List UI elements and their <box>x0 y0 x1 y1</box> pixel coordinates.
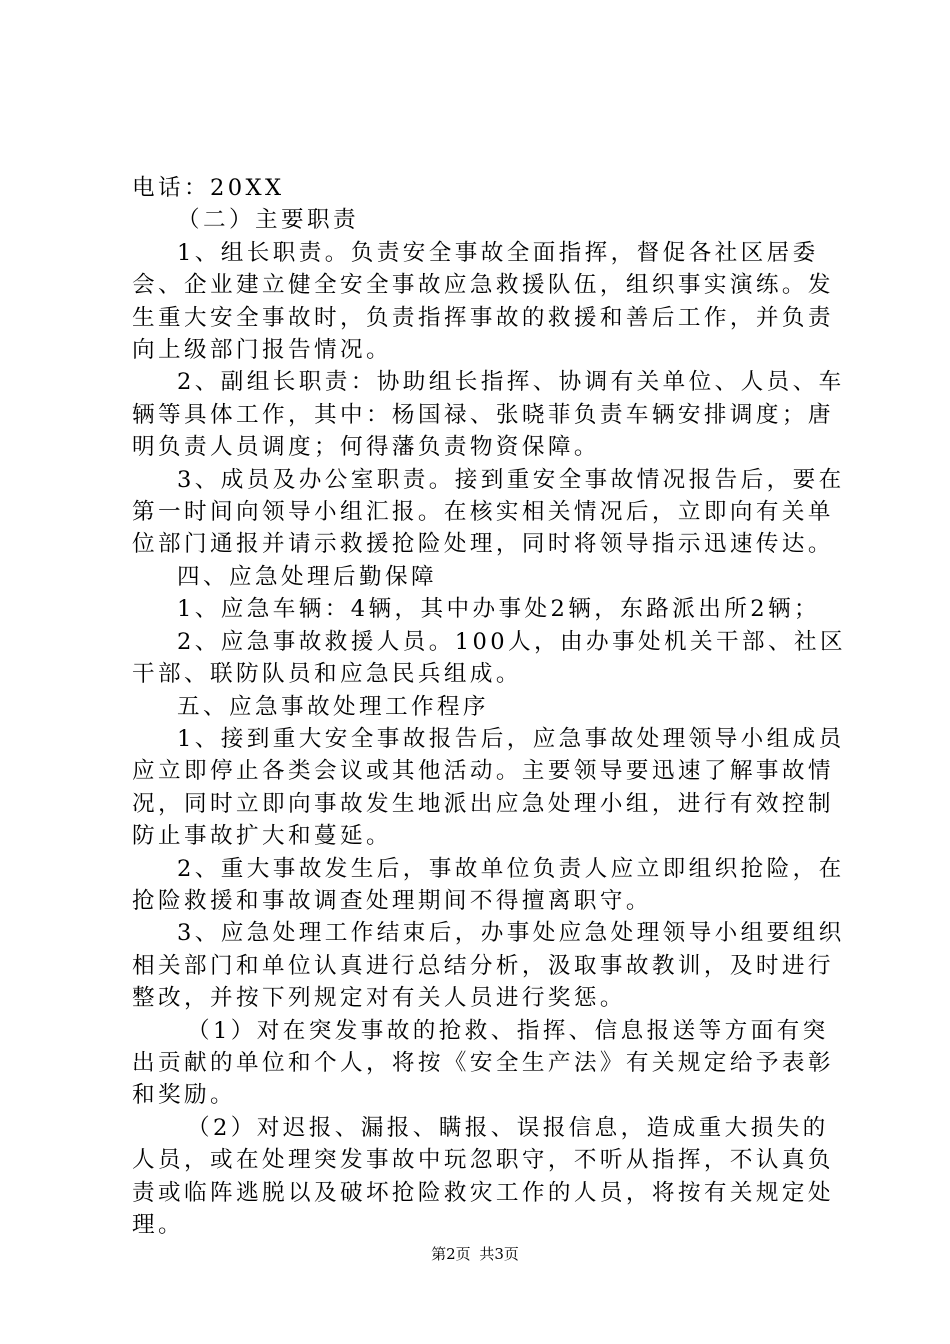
section-heading-procedure: 五、应急事故处理工作程序 <box>177 693 489 720</box>
page-number: 第2页 <box>431 1245 471 1263</box>
phone-line: 电话：20XX <box>132 175 285 201</box>
paragraph-leader-duties: 1、组长职责。负责安全事故全面指挥，督促各社区居委会、企业建立健全安全事故应急救援队伍，组织事实演练。发生重大安全事故时，负责指挥事故的救援和善后工作，并负责向上级部门报告情况。 <box>132 239 834 364</box>
document-body <box>132 172 852 1241</box>
paragraph-rescue-personnel: 2、应急事故救援人员。100人，由办事处机关干部、社区干部、联防队员和应急民兵组成。 <box>132 628 846 688</box>
page-footer <box>0 1243 950 1264</box>
paragraph-procedure-1: 1、接到重大安全事故报告后，应急事故处理领导小组成员应立即停止各类会议或其他活动。主要领导要迅速了解事故情况，同时立即向事故发生地派出应急处理小组，进行有效控制防止事故扩大和蔓延。 <box>132 725 845 850</box>
page-total: 共3页 <box>479 1245 519 1263</box>
paragraph-penalties: （2）对迟报、漏报、瞒报、误报信息，造成重大损失的人员，或在处理突发事故中玩忽职守，不听从指挥，不认真负责或临阵逃脱以及破坏抢险救灾工作的人员，将按有关规定处理。 <box>132 1114 834 1238</box>
section-heading-logistics: 四、应急处理后勤保障 <box>177 563 437 590</box>
paragraph-deputy-duties: 2、副组长职责：协助组长指挥、协调有关单位、人员、车辆等具体工作，其中：杨国禄、张晓菲负责车辆安排调度；唐明负责人员调度；何得藩负责物资保障。 <box>132 369 845 461</box>
paragraph-vehicles: 1、应急车辆：4辆，其中办事处2辆，东路派出所2辆； <box>177 596 820 623</box>
paragraph-rewards: （1）对在突发事故的抢救、指挥、信息报送等方面有突出贡献的单位和个人，将按《安全生产法》有关规定给予表彰和奖励。 <box>132 1017 834 1109</box>
section-heading-duties: （二）主要职责 <box>177 207 359 234</box>
paragraph-procedure-3: 3、应急处理工作结束后，办事处应急处理领导小组要组织相关部门和单位认真进行总结分析，汲取事故教训，及时进行整改，并按下列规定对有关人员进行奖惩。 <box>132 920 845 1012</box>
paragraph-procedure-2: 2、重大事故发生后，事故单位负责人应立即组织抢险，在抢险救援和事故调查处理期间不得擅离职守。 <box>132 855 845 914</box>
paragraph-member-duties: 3、成员及办公室职责。接到重安全事故情况报告后，要在第一时间向领导小组汇报。在核实相关情况后，立即向有关单位部门通报并请示救援抢险处理，同时将领导指示迅速传达。 <box>132 466 845 558</box>
